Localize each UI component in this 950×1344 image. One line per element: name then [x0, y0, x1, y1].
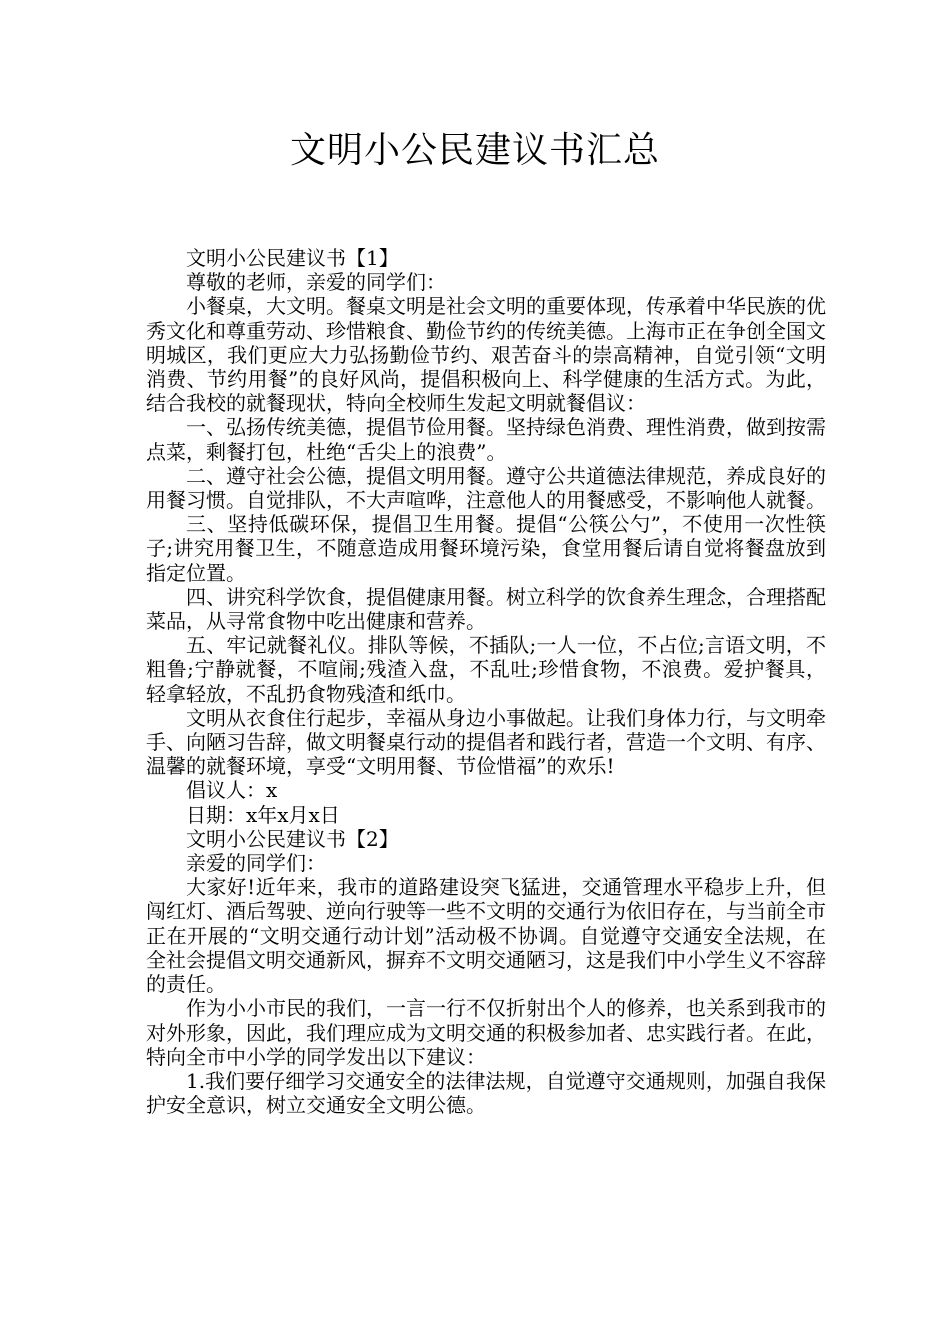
point-1: 一、弘扬传统美德，提倡节俭用餐。坚持绿色消费、理性消费，做到按需点菜，剩餐打包，杜绝“舌尖上的浪费”。 — [146, 415, 826, 464]
signatory: 倡议人：x — [186, 778, 278, 803]
intro-paragraph-2: 大家好!近年来，我市的道路建设突飞猛进，交通管理水平稳步上升，但闯红灯、酒后驾驶、逆向行驶等一些不文明的交通行为依旧存在，与当前全市正在开展的“文明交通行动计划”活动极不协调。自觉遵守交通安全法规，在全社会提倡文明交通新风，摒弃不文明交通陋习，这是我们中小学生义不容辞的责任。 — [146, 875, 826, 997]
intro-paragraph-1: 小餐桌，大文明。餐桌文明是社会文明的重要体现，传承着中华民族的优秀文化和尊重劳动、珍惜粮食、勤俭节约的传统美德。上海市正在争创全国文明城区，我们更应大力弘扬勤俭节约、艰苦奋斗的崇高精神，自觉引领“文明消费、节约用餐”的良好风尚，提倡积极向上、科学健康的生活方式。为此，结合我校的就餐现状，特向全校师生发起文明就餐倡议： — [146, 294, 826, 416]
document-body — [146, 246, 826, 1117]
salutation-1: 尊敬的老师，亲爱的同学们： — [186, 270, 446, 295]
point-2: 二、遵守社会公德，提倡文明用餐。遵守公共道德法律规范，养成良好的用餐习惯。自觉排队，不大声喧哗，注意他人的用餐感受，不影响他人就餐。 — [146, 463, 826, 513]
closing-paragraph-1: 文明从衣食住行起步，幸福从身边小事做起。让我们身体力行，与文明牵手、向陋习告辞，做文明餐桌行动的提倡者和践行者，营造一个文明、有序、温馨的就餐环境，享受“文明用餐、节俭惜福”的欢乐! — [146, 705, 826, 779]
point-5: 五、牢记就餐礼仪。排队等候，不插队;一人一位，不占位;言语文明，不粗鲁;宁静就餐，不喧闹;残渣入盘，不乱吐;珍惜食物，不浪费。爱护餐具，轻拿轻放，不乱扔食物残渣和纸巾。 — [146, 633, 826, 706]
heading-proposal-1: 文明小公民建议书【1】 — [186, 246, 399, 270]
suggestion-1: 1.我们要仔细学习交通安全的法律法规，自觉遵守交通规则，加强自我保护安全意识，树立交通安全文明公德。 — [146, 1068, 826, 1118]
point-3: 三、坚持低碳环保，提倡卫生用餐。提倡“公筷公勺”，不使用一次性筷子;讲究用餐卫生，不随意造成用餐环境污染，食堂用餐后请自觉将餐盘放到指定位置。 — [146, 512, 826, 585]
document-title: 文明小公民建议书汇总 — [289, 130, 660, 171]
paragraph-2b: 作为小小市民的我们，一言一行不仅折射出个人的修养，也关系到我市的对外形象，因此，我们理应成为文明交通的积极参加者、忠实践行者。在此，特向全市中小学的同学发出以下建议： — [146, 996, 826, 1069]
date-line: 日期：x年x月x日 — [186, 802, 340, 827]
heading-proposal-2: 文明小公民建议书【2】 — [186, 826, 399, 851]
point-4: 四、讲究科学饮食，提倡健康用餐。树立科学的饮食养生理念，合理搭配菜品，从寻常食物中吃出健康和营养。 — [146, 584, 826, 634]
salutation-2: 亲爱的同学们： — [186, 851, 326, 876]
